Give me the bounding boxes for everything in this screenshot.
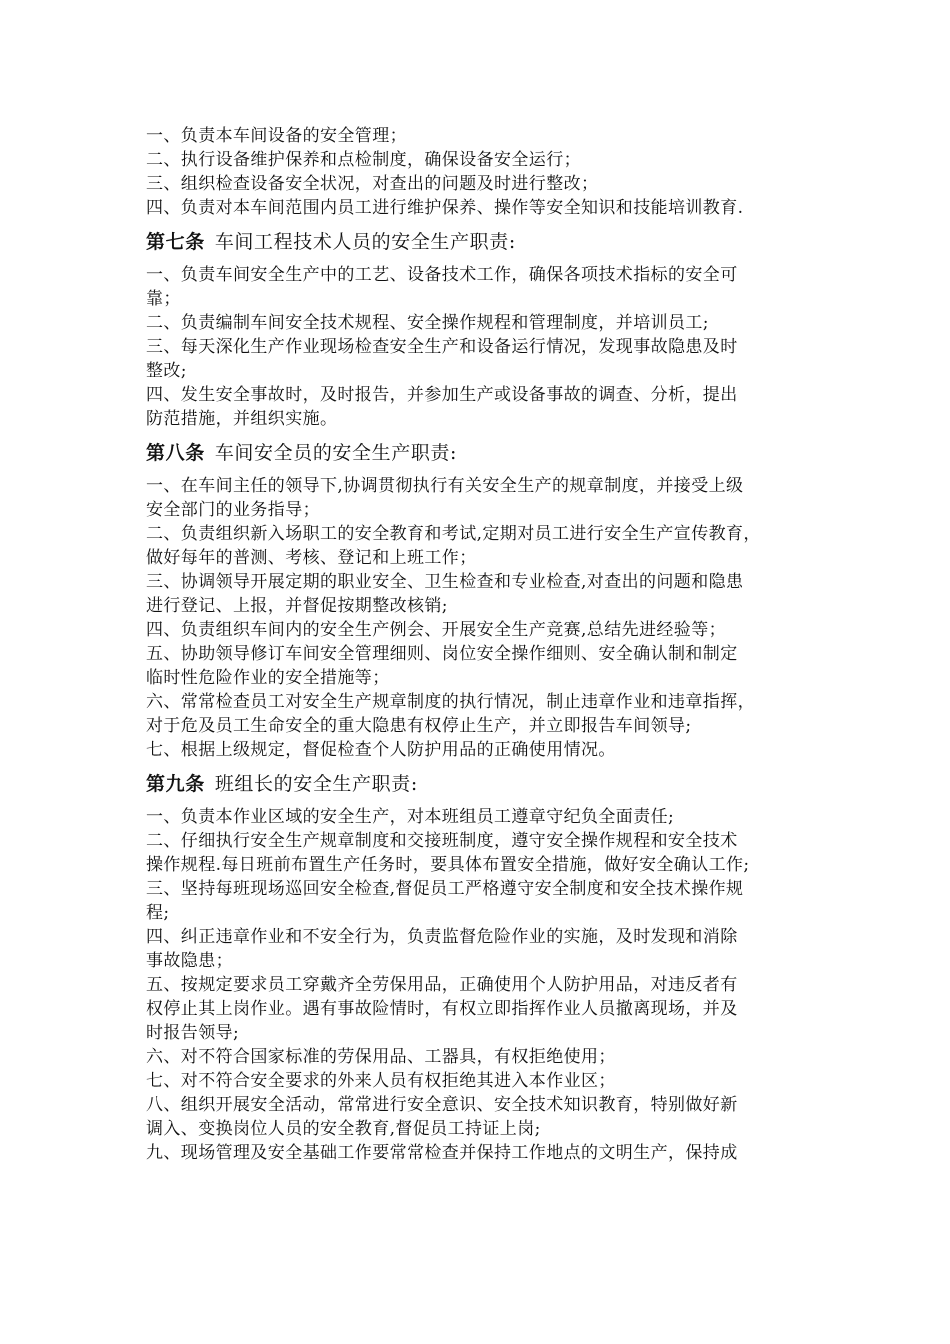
article-line: 四、发生安全事故时，及时报告，并参加生产或设备事故的调查、分析，提出: [146, 385, 738, 405]
article-line: 一、在车间主任的领导下,协调贯彻执行有关安全生产的规章制度，并接受上级: [146, 476, 744, 496]
article-heading: [146, 771, 826, 797]
article-line: 整改;: [146, 361, 187, 381]
article-line: 安全部门的业务指导；: [146, 500, 320, 520]
article-number: 第九条: [146, 773, 205, 795]
article-heading: [146, 440, 826, 466]
article-section: [146, 771, 826, 1165]
article-title: 车间安全员的安全生产职责:: [214, 442, 458, 464]
intro-item: 四、负责对本车间范围内员工进行维护保养、操作等安全知识和技能培训教育.: [146, 198, 744, 218]
article-line: 七、根据上级规定，督促检查个人防护用品的正确使用情况。: [146, 740, 616, 760]
article-line: 五、协助领导修订车间安全管理细则、岗位安全操作细则、安全确认制和制定: [146, 644, 738, 664]
article-line: 一、负责本作业区域的安全生产，对本班组员工遵章守纪负全面责任;: [146, 807, 675, 827]
intro-item: 一、负责本车间设备的安全管理；: [146, 126, 407, 146]
article-title: 班组长的安全生产职责:: [214, 773, 418, 795]
article-line: 进行登记、上报，并督促按期整改核销;: [146, 596, 448, 616]
article-line: 一、负责车间安全生产中的工艺、设备技术工作，确保各项技术指标的安全可: [146, 265, 738, 285]
article-line: 二、负责编制车间安全技术规程、安全操作规程和管理制度，并培训员工;: [146, 313, 709, 333]
article-heading: [146, 229, 826, 255]
article-number: 第八条: [146, 442, 205, 464]
article-line: 事故隐患；: [146, 951, 233, 971]
article-line: 对于危及员工生命安全的重大隐患有权停止生产，并立即报告车间领导;: [146, 716, 692, 736]
article-line: 三、每天深化生产作业现场检查安全生产和设备运行情况，发现事故隐患及时: [146, 337, 738, 357]
document-body: [146, 124, 826, 1165]
article-line: 三、坚持每班现场巡回安全检查,督促员工严格遵守安全制度和安全技术操作规: [146, 879, 744, 899]
article-line: 六、对不符合国家标准的劳保用品、工器具，有权拒绝使用；: [146, 1047, 616, 1067]
article-line: 八、组织开展安全活动，常常进行安全意识、安全技术知识教育，特别做好新: [146, 1095, 738, 1115]
article-section: [146, 229, 826, 431]
article-line: 操作规程.每日班前布置生产任务时，要具体布置安全措施，做好安全确认工作;: [146, 855, 750, 875]
article-line: 五、按规定要求员工穿戴齐全劳保用品，正确使用个人防护用品，对违反者有: [146, 975, 738, 995]
article-line: 六、常常检查员工对安全生产规章制度的执行情况，制止违章作业和违章指挥，: [146, 692, 755, 712]
article-line: 权停止其上岗作业。遇有事故险情时，有权立即指挥作业人员撤离现场，并及: [146, 999, 738, 1019]
article-line: 防范措施，并组织实施。: [146, 409, 338, 429]
intro-item: 二、执行设备维护保养和点检制度，确保设备安全运行；: [146, 150, 581, 170]
article-line: 九、现场管理及安全基础工作要常常检查并保持工作地点的文明生产，保持成: [146, 1143, 738, 1163]
article-line: 二、负责组织新入场职工的安全教育和考试,定期对员工进行安全生产宣传教育，: [146, 524, 761, 544]
article-line: 临时性危险作业的安全措施等；: [146, 668, 390, 688]
article-line: 时报告领导;: [146, 1023, 240, 1043]
article-number: 第七条: [146, 231, 205, 253]
article-title: 车间工程技术人员的安全生产职责:: [214, 231, 516, 253]
article-line: 四、纠正违章作业和不安全行为，负责监督危险作业的实施，及时发现和消除: [146, 927, 738, 947]
article-line: 二、仔细执行安全生产规章制度和交接班制度，遵守安全操作规程和安全技术: [146, 831, 738, 851]
article-line: 四、负责组织车间内的安全生产例会、开展安全生产竞赛,总结先进经验等；: [146, 620, 727, 640]
intro-list: [146, 124, 826, 220]
intro-item: 三、组织检查设备安全状况，对查出的问题及时进行整改；: [146, 174, 599, 194]
article-line: 程;: [146, 903, 170, 923]
article-line: 调入、变换岗位人员的安全教育,督促员工持证上岗;: [146, 1119, 541, 1139]
article-line: 三、协调领导开展定期的职业安全、卫生检查和专业检查,对查出的问题和隐患: [146, 572, 744, 592]
article-line: 做好每年的普测、考核、登记和上班工作；: [146, 548, 477, 568]
article-line: 七、对不符合安全要求的外来人员有权拒绝其进入本作业区；: [146, 1071, 616, 1091]
article-line: 靠；: [146, 289, 181, 309]
article-section: [146, 440, 826, 762]
